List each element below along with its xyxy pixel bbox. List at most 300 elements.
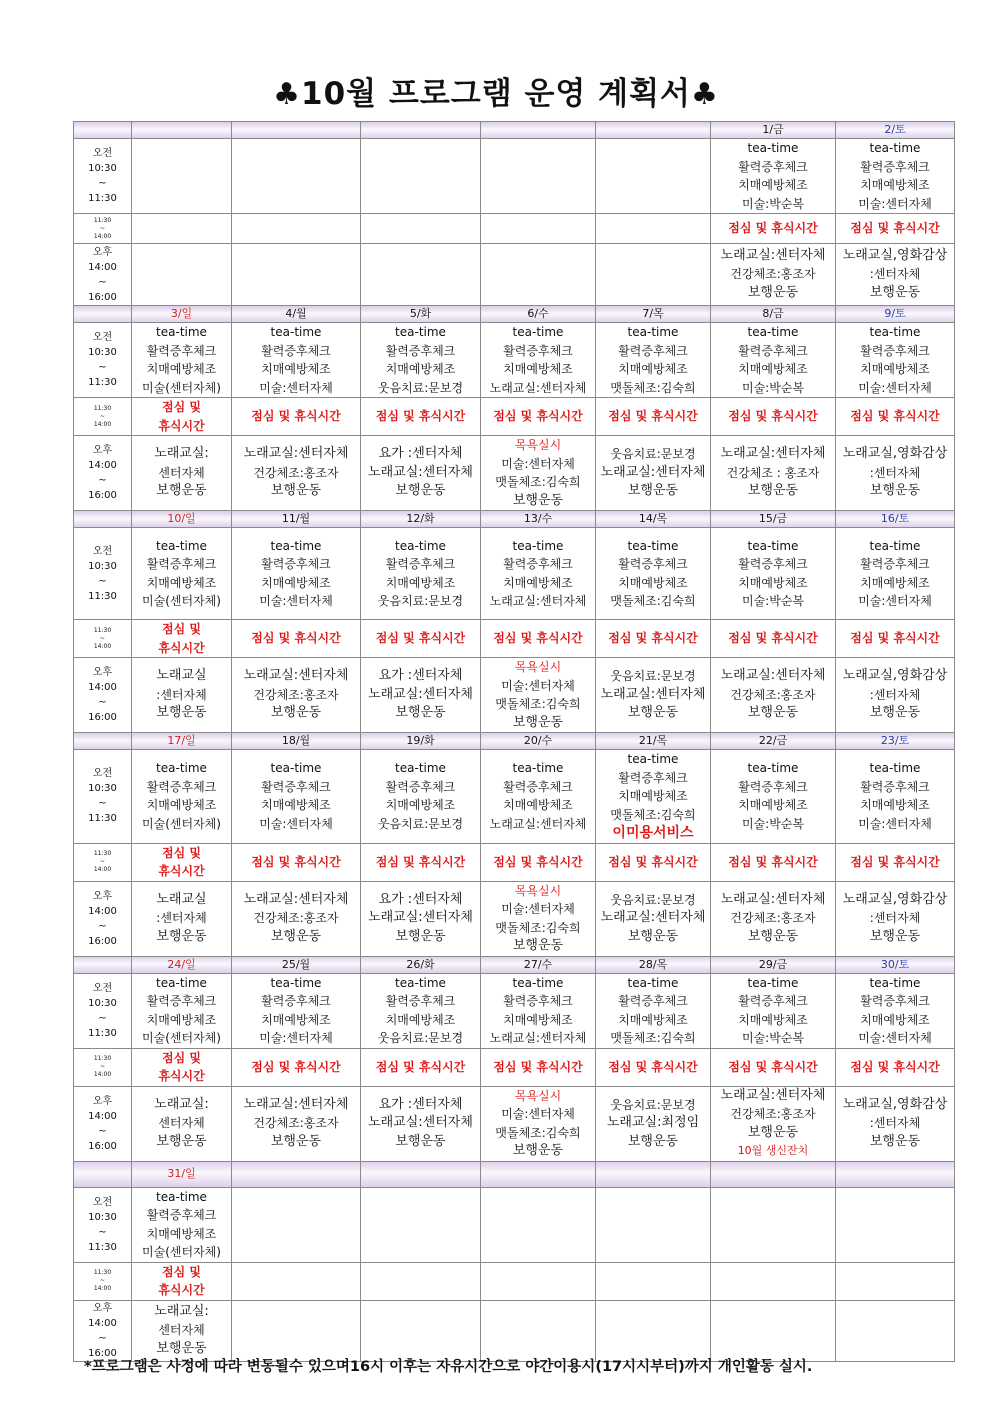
program-line: 11:30 (88, 1027, 117, 1039)
program-line: 맷돌체조:김숙희 (495, 697, 581, 711)
program-line: 노래교실:센터자체 (368, 1115, 473, 1131)
program-line: 치매예방체조 (738, 798, 808, 813)
program-cell (361, 139, 481, 214)
program-line: :센터자체 (869, 267, 921, 282)
program-cell (232, 750, 361, 844)
program-line: tea-time (395, 538, 446, 553)
program-line: 보행운동 (869, 483, 921, 499)
program-line: 점심 및 휴식시간 (493, 631, 583, 646)
program-cell (132, 1262, 232, 1300)
program-line: 14:00 (88, 460, 117, 471)
program-line: 노래교실 (156, 668, 207, 684)
program-line: 센터자체 (158, 1116, 205, 1131)
program-cell (596, 843, 711, 881)
slot-row-pm (74, 1300, 955, 1361)
program-cell (711, 436, 836, 511)
program-line: :센터자체 (869, 1116, 921, 1131)
program-line: tea-time (869, 975, 921, 990)
program-line: 치매예방체조 (261, 362, 331, 376)
program-line: 점심 및 휴식시간 (728, 1059, 818, 1074)
program-line: 미술:센터자체 (501, 1107, 575, 1121)
program-line: 치매예방체조 (738, 178, 808, 192)
time-label-pm (74, 1086, 132, 1161)
program-line: 활력증후체크 (146, 557, 217, 571)
program-cell (361, 528, 481, 620)
program-line: 미술:박순복 (741, 594, 804, 608)
program-cell (596, 1300, 711, 1361)
program-cell (481, 323, 596, 398)
program-line: 노래교실:센터자체 (720, 446, 826, 462)
program-line: 활력증후체크 (146, 779, 217, 794)
program-line: 치매예방체조 (146, 575, 217, 590)
program-cell (836, 244, 955, 306)
program-line: 점심 및 (162, 400, 201, 414)
program-line: 노래교실:센터자체 (489, 1031, 587, 1045)
program-cell (481, 398, 596, 436)
program-line: 보행운동 (156, 483, 207, 499)
date-header: 9/토 (836, 306, 955, 323)
program-line: 11:30 (93, 626, 112, 634)
program-line: 14:00 (93, 1285, 112, 1292)
program-line: 보행운동 (156, 1133, 207, 1149)
time-label-noon (74, 843, 132, 881)
program-line: tea-time (512, 325, 564, 339)
program-line: 이미용서비스 (612, 825, 694, 841)
program-line: 노래교실:최정임 (606, 1115, 700, 1131)
program-line: 활력증후체크 (860, 994, 930, 1008)
date-header: 17/일 (132, 733, 232, 750)
program-line: 건강체조:홍조자 (253, 1116, 339, 1131)
program-line: 점심 및 (162, 845, 201, 860)
date-header (596, 122, 711, 139)
program-line: 활력증후체크 (503, 557, 573, 571)
program-line: 치매예방체조 (503, 1012, 573, 1027)
program-line: tea-time (270, 975, 322, 990)
program-line: 활력증후체크 (860, 557, 930, 571)
program-line: 치매예방체조 (261, 1012, 331, 1027)
program-line: 보행운동 (627, 928, 679, 944)
slot-row-pm (74, 1086, 955, 1161)
program-cell (711, 658, 836, 733)
program-line: ~ (98, 1332, 107, 1344)
program-line: 노래교실,영화감상 (842, 668, 948, 684)
program-line: 치매예방체조 (146, 362, 217, 376)
program-line: 맷돌체조:김숙희 (495, 1125, 581, 1140)
program-line: 맷돌체조:김숙희 (495, 920, 581, 935)
program-cell (132, 1187, 232, 1262)
program-line: 11:30 (88, 1241, 117, 1253)
program-cell (596, 658, 711, 733)
program-cell (481, 1048, 596, 1086)
program-line: 치매예방체조 (146, 1226, 217, 1241)
program-line: 보행운동 (747, 928, 799, 944)
program-line: 오전 (92, 332, 113, 343)
program-line: 활력증후체크 (738, 779, 808, 794)
program-line: ~ (98, 697, 107, 708)
program-line: 보행운동 (156, 705, 207, 721)
program-line: tea-time (869, 141, 921, 155)
header-corner (74, 511, 132, 528)
program-line: 10월 생신잔치 (737, 1144, 809, 1157)
program-line: 미술(센터자체) (142, 1031, 221, 1045)
time-label-noon (74, 1048, 132, 1086)
program-cell (361, 436, 481, 511)
program-line: ~ (98, 1012, 107, 1024)
program-line: 치매예방체조 (503, 575, 573, 590)
time-label-noon (74, 620, 132, 658)
program-line: 활력증후체크 (738, 994, 808, 1008)
program-line: 노래교실:센터자체 (600, 910, 706, 926)
date-header: 16/토 (836, 511, 955, 528)
program-cell (711, 750, 836, 844)
program-line: 10:30 (88, 560, 117, 572)
program-line: ~ (98, 575, 107, 587)
program-line: ~ (99, 412, 106, 420)
slot-row-noon (74, 620, 955, 658)
program-line: 맷돌체조:김숙희 (610, 594, 696, 608)
program-line: 보행운동 (270, 1133, 322, 1149)
program-line: 미술:센터자체 (259, 594, 333, 608)
program-cell (711, 973, 836, 1048)
program-cell (361, 881, 481, 956)
program-cell (836, 620, 955, 658)
program-line: 치매예방체조 (503, 362, 573, 376)
program-line: 10:30 (88, 163, 117, 174)
program-line: 오후 (92, 1302, 113, 1314)
program-cell (836, 881, 955, 956)
program-line: 오전 (92, 545, 113, 557)
program-line: tea-time (512, 538, 564, 553)
program-line: 치매예방체조 (385, 798, 456, 813)
program-line: tea-time (156, 761, 207, 776)
program-cell (361, 843, 481, 881)
program-cell (836, 750, 955, 844)
program-cell (481, 1262, 596, 1300)
program-cell (596, 323, 711, 398)
program-cell (132, 528, 232, 620)
program-line: 점심 및 휴식시간 (850, 409, 940, 424)
program-line: ~ (98, 798, 107, 810)
program-line: ~ (99, 858, 106, 865)
header-corner (74, 956, 132, 973)
program-cell (711, 323, 836, 398)
program-line: 점심 및 휴식시간 (375, 409, 466, 424)
program-cell (836, 398, 955, 436)
program-line: 점심 및 휴식시간 (608, 1059, 698, 1074)
program-line: 활력증후체크 (618, 343, 688, 358)
program-line: 목욕실시 (514, 438, 562, 452)
program-line: 노래교실:센터자체 (489, 594, 587, 608)
program-cell (232, 1187, 361, 1262)
program-cell (361, 244, 481, 306)
program-cell (596, 528, 711, 620)
week-header-row (74, 1161, 955, 1187)
program-line: 점심 및 휴식시간 (850, 854, 940, 869)
program-line: 미술:센터자체 (501, 456, 575, 471)
program-line: tea-time (395, 325, 446, 339)
program-cell (711, 139, 836, 214)
slot-row-pm (74, 658, 955, 733)
date-header: 6/수 (481, 306, 596, 323)
time-label-pm (74, 881, 132, 956)
program-line: 활력증후체크 (385, 994, 456, 1008)
program-cell (596, 1262, 711, 1300)
slot-row-am (74, 139, 955, 214)
program-line: 노래교실,영화감상 (842, 1096, 948, 1112)
program-line: 노래교실:센터자체 (243, 891, 349, 907)
program-cell (711, 881, 836, 956)
program-line: 점심 및 휴식시간 (728, 854, 818, 869)
date-header: 2/토 (836, 122, 955, 139)
program-line: 노래교실:센터자체 (489, 816, 587, 831)
program-line: 건강체조:홍조자 (253, 911, 339, 926)
program-line: 점심 및 (162, 622, 201, 636)
program-cell (711, 1048, 836, 1086)
program-cell (711, 244, 836, 306)
program-line: 미술:박순복 (741, 816, 804, 831)
program-line: 치매예방체조 (738, 575, 808, 590)
program-line: tea-time (747, 325, 799, 339)
program-cell (232, 620, 361, 658)
program-line: 맷돌체조:김숙희 (610, 1031, 696, 1045)
program-cell (132, 1086, 232, 1161)
program-line: 건강체조:홍조자 (730, 911, 816, 926)
program-line: 점심 및 휴식시간 (493, 1059, 583, 1074)
time-label-pm (74, 658, 132, 733)
program-line: 점심 및 휴식시간 (375, 854, 466, 869)
date-header: 10/일 (132, 511, 232, 528)
program-cell (232, 658, 361, 733)
program-line: 점심 및 휴식시간 (375, 1059, 466, 1074)
program-cell (361, 323, 481, 398)
program-line: 치매예방체조 (618, 362, 688, 376)
date-header (232, 1161, 361, 1187)
program-line: 맷돌체조:김숙희 (495, 475, 581, 489)
slot-row-noon (74, 398, 955, 436)
program-cell (232, 1048, 361, 1086)
program-line: 치매예방체조 (385, 362, 456, 376)
program-line: 휴식시간 (158, 640, 205, 655)
program-line: 웃음치료:문보경 (377, 816, 464, 831)
program-line: 활력증후체크 (385, 557, 456, 571)
program-line: 요가 :센터자체 (378, 668, 463, 684)
program-cell (132, 398, 232, 436)
header-corner (74, 122, 132, 139)
program-line: 점심 및 휴식시간 (251, 631, 341, 646)
program-cell (596, 1048, 711, 1086)
date-header: 1/금 (711, 122, 836, 139)
program-line: 목욕실시 (514, 883, 562, 898)
header-corner (74, 733, 132, 750)
program-line: 웃음치료:문보경 (610, 1097, 696, 1112)
program-line: 맷돌체조:김숙희 (610, 807, 696, 822)
program-line: 보행운동 (512, 492, 564, 508)
program-cell (132, 843, 232, 881)
program-line: 웃음치료:문보경 (610, 669, 696, 684)
program-line: 활력증후체크 (738, 159, 808, 174)
program-line: 노래교실,영화감상 (842, 247, 948, 263)
program-line: 14:00 (93, 1071, 112, 1078)
program-line: tea-time (512, 761, 564, 776)
program-line: 치매예방체조 (146, 1012, 217, 1027)
club-icon: ♣ (690, 77, 719, 112)
program-line: 점심 및 휴식시간 (728, 631, 818, 646)
program-cell (361, 1048, 481, 1086)
program-line: 11:30 (88, 590, 117, 602)
program-line: 보행운동 (627, 483, 679, 499)
date-header (711, 1161, 836, 1187)
program-line: 웃음치료:문보경 (377, 1031, 464, 1045)
program-line: 점심 및 (162, 1264, 201, 1279)
time-label-am (74, 323, 132, 398)
program-line: 미술:센터자체 (858, 816, 932, 831)
program-line: 활력증후체크 (860, 343, 930, 358)
program-line: 치매예방체조 (261, 575, 331, 590)
program-line: 미술:센터자체 (259, 816, 333, 831)
program-line: 오전 (92, 1196, 113, 1208)
program-line: 노래교실:센터자체 (720, 1087, 826, 1103)
program-cell (836, 214, 955, 244)
program-line: ~ (98, 178, 107, 189)
program-line: 미술(센터자체) (142, 380, 221, 395)
program-line: 오후 (92, 667, 113, 678)
program-cell (232, 1262, 361, 1300)
program-line: 16:00 (88, 490, 117, 501)
program-cell (232, 1086, 361, 1161)
program-line: 오후 (92, 1095, 113, 1107)
program-line: ~ (98, 1226, 107, 1238)
program-line: 미술:센터자체 (858, 1031, 932, 1045)
program-line: 목욕실시 (514, 1088, 562, 1103)
program-line: 11:30 (93, 404, 112, 412)
program-line: 오전 (92, 982, 113, 994)
program-line: 활력증후체크 (261, 557, 331, 571)
program-line: 활력증후체크 (503, 994, 573, 1008)
program-line: 활력증후체크 (738, 557, 808, 571)
program-line: 미술:박순복 (741, 1031, 804, 1045)
program-line: 건강체조 : 홍조자 (726, 465, 820, 480)
program-line: tea-time (156, 1189, 207, 1204)
program-line: :센터자체 (869, 911, 921, 926)
program-line: 치매예방체조 (146, 798, 217, 813)
program-cell (836, 1300, 955, 1361)
program-line: :센터자체 (156, 911, 207, 926)
slot-row-am (74, 973, 955, 1048)
program-cell (361, 1300, 481, 1361)
date-header: 31/일 (132, 1161, 232, 1187)
week-header-row (74, 733, 955, 750)
program-line: 건강체조:홍조자 (253, 687, 339, 702)
program-line: 노래교실:센터자체 (243, 446, 349, 462)
header-corner (74, 306, 132, 323)
date-header (481, 1161, 596, 1187)
program-cell (132, 1048, 232, 1086)
program-line: tea-time (395, 761, 446, 776)
program-line: 보행운동 (512, 938, 564, 953)
program-cell (836, 436, 955, 511)
program-line: 요가 :센터자체 (378, 446, 463, 462)
time-label-pm (74, 1300, 132, 1361)
program-line: tea-time (627, 538, 679, 553)
slot-row-noon (74, 214, 955, 244)
program-cell (361, 214, 481, 244)
program-cell (481, 214, 596, 244)
slot-row-pm (74, 244, 955, 306)
program-line: tea-time (747, 538, 799, 553)
program-line: 노래교실:센터자체 (368, 686, 473, 702)
date-header: 14/목 (596, 511, 711, 528)
program-line: 휴식시간 (158, 1069, 205, 1083)
program-cell (481, 843, 596, 881)
slot-row-am (74, 528, 955, 620)
slot-row-am (74, 1187, 955, 1262)
program-cell (232, 973, 361, 1048)
program-line: 미술(센터자체) (142, 816, 221, 831)
program-line: 보행운동 (869, 1133, 921, 1149)
program-line: 미술:센터자체 (501, 678, 575, 693)
program-line: ~ (98, 475, 107, 486)
date-header (481, 122, 596, 139)
program-cell (711, 843, 836, 881)
program-cell (836, 843, 955, 881)
page-title (0, 72, 992, 117)
slot-row-noon (74, 1262, 955, 1300)
program-line: 보행운동 (747, 1124, 799, 1140)
program-cell (711, 1300, 836, 1361)
slot-row-pm (74, 436, 955, 511)
program-line: 요가 :센터자체 (378, 891, 463, 907)
date-header: 3/일 (132, 306, 232, 323)
program-line: 활력증후체크 (261, 343, 331, 358)
program-line: 보행운동 (512, 714, 564, 730)
program-line: 보행운동 (627, 705, 679, 721)
date-header: 19/화 (361, 733, 481, 750)
program-cell (232, 139, 361, 214)
week-header-row (74, 122, 955, 139)
program-line: tea-time (747, 975, 799, 990)
program-cell (481, 1187, 596, 1262)
program-cell (596, 620, 711, 658)
program-line: 점심 및 휴식시간 (251, 1059, 341, 1074)
program-line: 치매예방체조 (618, 1012, 688, 1027)
program-line: 건강체조:홍조자 (253, 465, 339, 480)
program-cell (596, 214, 711, 244)
date-header: 25/월 (232, 956, 361, 973)
program-line: 점심 및 휴식시간 (728, 221, 818, 236)
date-header: 15/금 (711, 511, 836, 528)
program-cell (361, 750, 481, 844)
program-cell (481, 881, 596, 956)
date-header: 12/화 (361, 511, 481, 528)
program-line: ~ (98, 362, 107, 373)
program-line: 활력증후체크 (860, 779, 930, 794)
program-line: tea-time (747, 141, 799, 155)
program-line: 11:30 (93, 850, 112, 857)
program-line: 점심 및 휴식시간 (850, 1059, 940, 1074)
program-line: 11:30 (93, 216, 112, 224)
program-line: 오후 (92, 890, 113, 902)
program-line: tea-time (156, 975, 207, 990)
header-corner (74, 1161, 132, 1187)
program-line: 활력증후체크 (618, 770, 688, 785)
program-line: ~ (99, 224, 106, 232)
program-line: 노래교실:센터자체 (368, 464, 473, 480)
slot-row-am (74, 750, 955, 844)
time-label-noon (74, 398, 132, 436)
program-line: 활력증후체크 (385, 343, 456, 358)
program-line: 노래교실:센터자체 (489, 380, 587, 395)
date-header: 28/목 (596, 956, 711, 973)
